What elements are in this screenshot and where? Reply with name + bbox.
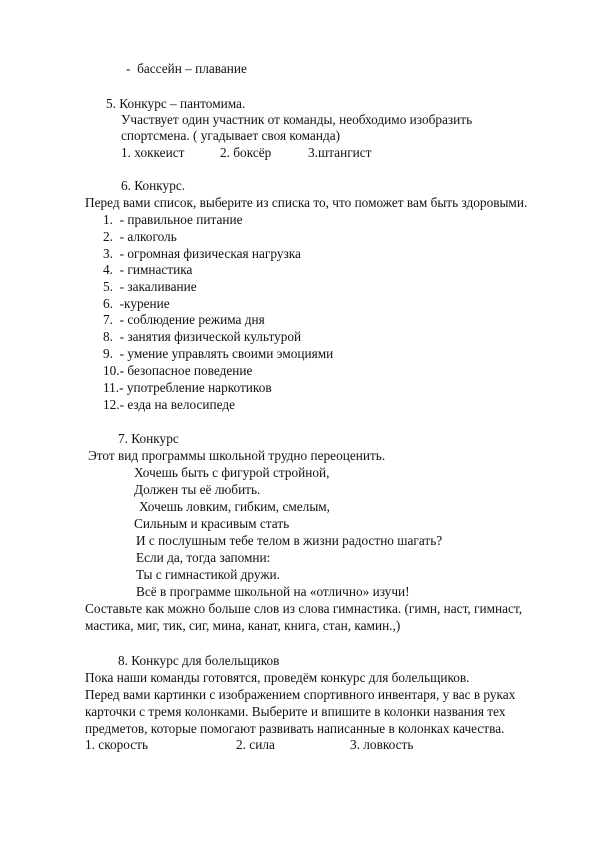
poem-line: Ты с гимнастикой дружи. [136,567,280,582]
section-8-column-2: 2. сила [236,737,275,752]
section-7-task-line-1: Составьте как можно больше слов из слова гимнастика. (гимн, наст, гимнаст, [85,601,523,616]
section-6-heading: 6. Конкурс. [121,178,186,193]
section-8-heading: 8. Конкурс для болельщиков [118,653,280,668]
list-item: 9. - умение управлять своими эмоциями [103,346,334,361]
section-5-option-2: 2. боксёр [220,145,272,160]
section-5-option-1: 1. хоккеист [121,145,185,160]
section-8-text-line-3: карточки с тремя колонками. Выберите и впишите в колонки названия тех [85,704,506,719]
section-7-intro: Этот вид программы школьной трудно переоценить. [88,448,386,463]
section-8-column-1: 1. скорость [85,737,149,752]
poem-line: Сильным и красивым стать [134,516,290,531]
poem-line: Всё в программе школьной на «отлично» изучи! [136,584,410,599]
list-item: 10.- безопасное поведение [103,363,253,378]
list-item: 7. - соблюдение режима дня [103,312,265,327]
list-item: 12.- езда на велосипеде [103,397,236,412]
list-item: 11.- употребление наркотиков [103,380,272,395]
poem-line: Должен ты её любить. [134,482,261,497]
list-item: 8. - занятия физической культурой [103,329,302,344]
poem-line: Хочешь быть с фигурой стройной, [134,465,330,480]
section-7-task-line-2: мастика, миг, тик, сиг, мина, канат, книга, стан, камин.,) [85,618,401,633]
poem-line: Хочешь ловким, гибким, смелым, [139,499,330,514]
list-item: 5. - закаливание [103,279,197,294]
section-8-text-line-4: предметов, которые помогают развивать написанные в колонках качества. [85,721,505,736]
list-item: 4. - гимнастика [103,262,193,277]
list-item: 1. - правильное питание [103,212,243,227]
section-8-text-line-1: Пока наши команды готовятся, проведём конкурс для болельщиков. [85,670,470,685]
section-7-heading: 7. Конкурс [118,431,179,446]
poem-line: Если да, тогда запомни: [136,550,271,565]
bullet-pool-line: - бассейн – плавание [126,61,247,76]
list-item: 2. - алкоголь [103,229,177,244]
section-5-heading: 5. Конкурс – пантомима. [106,96,246,111]
list-item: 3. - огромная физическая нагрузка [103,246,301,261]
section-5-text-line-1: Участвует один участник от команды, необходимо изобразить [121,112,473,127]
section-5-text-line-2: спортсмена. ( угадывает своя команда) [121,128,341,143]
section-6-intro: Перед вами список, выберите из списка то, что поможет вам быть здоровыми. [85,195,528,210]
section-8-text-line-2: Перед вами картинки с изображением спортивного инвентаря, у вас в руках [85,687,516,702]
section-5-option-3: 3.штангист [308,145,372,160]
section-8-column-3: 3. ловкость [350,737,414,752]
poem-line: И с послушным тебе телом в жизни радостно шагать? [136,533,443,548]
list-item: 6. -курение [103,296,170,311]
